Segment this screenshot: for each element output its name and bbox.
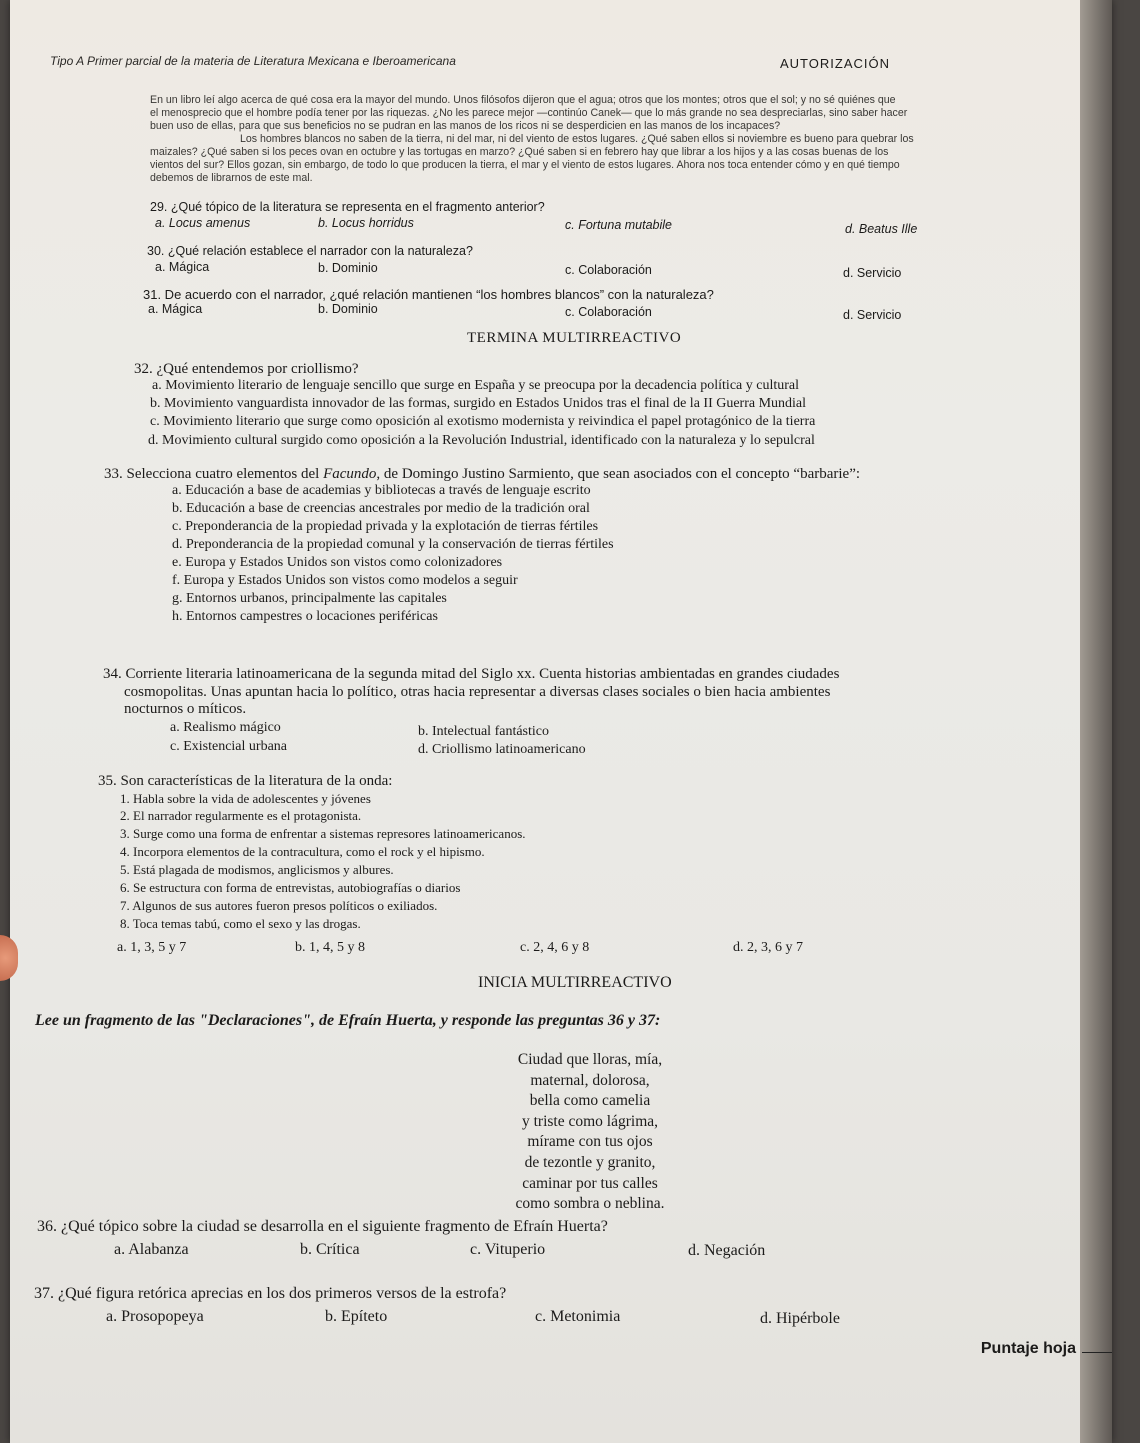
option-32c[interactable]: c. Movimiento literario que surge como oposición al exotismo modernista y reivindica el papel protagónico de la tierra bbox=[150, 414, 816, 429]
question-32: 32. ¿Qué entendemos por criollismo? bbox=[134, 361, 359, 377]
option-35d[interactable]: d. 2, 3, 6 y 7 bbox=[733, 940, 803, 955]
option-37a[interactable]: a. Prosopopeya bbox=[106, 1308, 204, 1325]
option-31b[interactable]: b. Dominio bbox=[318, 302, 378, 316]
question-29: 29. ¿Qué tópico de la literatura se representa en el fragmento anterior? bbox=[150, 200, 545, 214]
poem-line: Ciudad que lloras, mía, bbox=[517, 1051, 663, 1068]
option-30b[interactable]: b. Dominio bbox=[318, 261, 378, 275]
option-33h[interactable]: h. Entornos campestres o locaciones periféricas bbox=[172, 609, 438, 624]
question-34-line: 34. Corriente literaria latinoamericana de la segunda mitad del Siglo xx. Cuenta historias ambientadas en grandes ciudades bbox=[103, 666, 840, 682]
page-score-blank[interactable] bbox=[1082, 1352, 1112, 1353]
option-37b[interactable]: b. Epíteto bbox=[325, 1308, 388, 1325]
option-33d[interactable]: d. Preponderancia de la propiedad comunal y la conservación de tierras fértiles bbox=[172, 537, 614, 552]
option-33g[interactable]: g. Entornos urbanos, principalmente las capitales bbox=[172, 591, 447, 606]
option-37d[interactable]: d. Hipérbole bbox=[760, 1310, 840, 1327]
page-edge-shadow bbox=[1080, 0, 1112, 1443]
statement-35-4: 4. Incorpora elementos de la contracultura, como el rock y el hipismo. bbox=[120, 844, 485, 859]
question-33-text: 33. Selecciona cuatro elementos del bbox=[104, 466, 324, 482]
page-score-label bbox=[981, 1340, 1112, 1358]
statement-35-2: 2. El narrador regularmente es el protagonista. bbox=[120, 808, 362, 823]
option-34c[interactable]: c. Existencial urbana bbox=[170, 739, 288, 754]
inicia-multirreactivo: INICIA MULTIRREACTIVO bbox=[478, 974, 672, 991]
poem-line: caminar por tus calles bbox=[522, 1174, 658, 1192]
exam-header-title: Tipo A Primer parcial de la materia de Literatura Mexicana e Iberoamericana bbox=[50, 54, 456, 68]
question-36: 36. ¿Qué tópico sobre la ciudad se desarrolla en el siguiente fragmento de Efraín Huerta? bbox=[37, 1218, 608, 1235]
question-31: 31. De acuerdo con el narrador, ¿qué relación mantienen “los hombres blancos” con la naturaleza? bbox=[143, 287, 714, 302]
poem-fragment bbox=[420, 1050, 760, 1215]
option-29d[interactable]: d. Beatus Ille bbox=[845, 222, 918, 236]
option-34d[interactable]: d. Criollismo latinoamericano bbox=[418, 742, 586, 757]
option-30d[interactable]: d. Servicio bbox=[843, 266, 902, 280]
option-31a[interactable]: a. Mágica bbox=[148, 302, 203, 316]
poem-line: de tezontle y granito, bbox=[524, 1153, 656, 1171]
option-33f[interactable]: f. Europa y Estados Unidos son vistos como modelos a seguir bbox=[172, 573, 518, 588]
option-33a[interactable]: a. Educación a base de academias y bibliotecas a través de lenguaje escrito bbox=[172, 483, 591, 498]
option-29a[interactable]: a. Locus amenus bbox=[155, 216, 251, 230]
statement-35-7: 7. Algunos de sus autores fueron presos políticos o exiliados. bbox=[120, 898, 438, 913]
option-31c[interactable]: c. Colaboración bbox=[565, 305, 652, 319]
question-34-line: nocturnos o míticos. bbox=[124, 701, 247, 717]
option-36a[interactable]: a. Alabanza bbox=[114, 1241, 189, 1258]
instruction-text: Lee un fragmento de las "Declaraciones", de Efraín Huerta, y responde las preguntas 36 y 37: bbox=[35, 1012, 661, 1029]
option-33b[interactable]: b. Educación a base de creencias ancestrales por medio de la tradición oral bbox=[172, 501, 590, 516]
passage-line: vientos del sur? Ellos gozan, sin embargo, de todo lo que producen la tierra, el mar y el viento de estos lugares. Ahora nos toca entender cómo y en qué tiempo bbox=[150, 159, 900, 171]
statement-35-3: 3. Surge como una forma de enfrentar a sistemas represores latinoamericanos. bbox=[120, 826, 526, 841]
option-35a[interactable]: a. 1, 3, 5 y 7 bbox=[117, 940, 187, 955]
option-36b[interactable]: b. Crítica bbox=[300, 1241, 360, 1258]
passage-line: En un libro leí algo acerca de qué cosa era la mayor del mundo. Unos filósofos dijeron que el agua; otros que los montes; otros que el sol; y no sé quiénes que bbox=[150, 94, 896, 106]
authorization-label: AUTORIZACIÓN bbox=[780, 56, 890, 71]
poem-line: maternal, dolorosa, bbox=[530, 1071, 650, 1089]
reading-passage bbox=[150, 94, 1070, 185]
option-34b[interactable]: b. Intelectual fantástico bbox=[418, 724, 549, 739]
question-34-line: cosmopolitas. Unas apuntan hacia lo político, otras hacia representar a diversas clases sociales o bien hacia ambientes bbox=[124, 684, 831, 700]
statement-35-6: 6. Se estructura con forma de entrevistas, autobiografías o diarios bbox=[120, 880, 461, 895]
poem-line: mírame con tus ojos bbox=[527, 1133, 653, 1151]
passage-line: maizales? ¿Qué saben si los peces ovan en octubre y las tortugas en marzo? ¿Qué saben si en febrero hay que librar a los hijos y a las cosas buenas de los bbox=[150, 146, 889, 158]
option-30c[interactable]: c. Colaboración bbox=[565, 263, 652, 277]
poem-line: bella como camelia bbox=[529, 1092, 651, 1110]
option-35c[interactable]: c. 2, 4, 6 y 8 bbox=[520, 940, 590, 955]
page-score-text: Puntaje hoja bbox=[980, 1340, 1076, 1357]
passage-line: el menosprecio que el hombre podía tener por las riquezas. ¿No les parece mejor —continúo Canek— que lo más grande no sea despreciarlas, sino saber hacer bbox=[150, 107, 908, 119]
option-32b[interactable]: b. Movimiento vanguardista innovador de las formas, surgido en Estados Unidos tras el final de la II Guerra Mundial bbox=[150, 396, 807, 411]
option-29b[interactable]: b. Locus horridus bbox=[318, 216, 414, 230]
passage-line: Los hombres blancos no saben de la tierra, ni del mar, ni del viento de estos lugares. ¿Qué saben ellos si noviembre es bueno para quebrar los bbox=[240, 133, 914, 145]
option-36d[interactable]: d. Negación bbox=[688, 1242, 766, 1259]
option-33c[interactable]: c. Preponderancia de la propiedad privada y la explotación de tierras fértiles bbox=[172, 519, 599, 534]
statement-35-5: 5. Está plagada de modismos, anglicismos y albures. bbox=[120, 862, 394, 877]
question-33 bbox=[104, 466, 860, 483]
option-36c[interactable]: c. Vituperio bbox=[470, 1241, 546, 1258]
option-35b[interactable]: b. 1, 4, 5 y 8 bbox=[295, 940, 365, 955]
termina-multirreactivo: TERMINA MULTIRREACTIVO bbox=[467, 330, 682, 346]
poem-line: y triste como lágrima, bbox=[521, 1112, 659, 1130]
option-30a[interactable]: a. Mágica bbox=[155, 260, 210, 274]
option-32d[interactable]: d. Movimiento cultural surgido como oposición a la Revolución Industrial, identificado con la naturaleza y lo sepulcral bbox=[148, 433, 815, 448]
option-29c[interactable]: c. Fortuna mutabile bbox=[565, 218, 672, 232]
statement-35-8: 8. Toca temas tabú, como el sexo y las drogas. bbox=[120, 916, 361, 931]
question-33-work-title: Facundo bbox=[323, 466, 377, 482]
option-31d[interactable]: d. Servicio bbox=[843, 308, 902, 322]
option-34a[interactable]: a. Realismo mágico bbox=[170, 720, 281, 735]
question-33-text-end: , de Domingo Justino Sarmiento, que sean asociados con el concepto “barbarie”: bbox=[376, 466, 861, 482]
statement-35-1: 1. Habla sobre la vida de adolescentes y jóvenes bbox=[120, 791, 371, 806]
question-35: 35. Son características de la literatura de la onda: bbox=[98, 773, 393, 789]
option-37c[interactable]: c. Metonimia bbox=[535, 1308, 621, 1325]
passage-line: debemos de librarnos de este mal. bbox=[150, 172, 313, 184]
question-37: 37. ¿Qué figura retórica aprecias en los dos primeros versos de la estrofa? bbox=[34, 1285, 507, 1302]
option-32a[interactable]: a. Movimiento literario de lenguaje sencillo que surge en España y se preocupa por la decadencia política y cultural bbox=[152, 378, 800, 393]
passage-line: buen uso de ellas, para que sus beneficios no se pudran en las manos de los ricos ni se desperdicien en las manos de los incapaces? bbox=[150, 120, 781, 132]
option-33e[interactable]: e. Europa y Estados Unidos son vistos como colonizadores bbox=[172, 555, 503, 570]
question-30: 30. ¿Qué relación establece el narrador con la naturaleza? bbox=[147, 244, 473, 258]
poem-line: como sombra o neblina. bbox=[515, 1195, 665, 1213]
